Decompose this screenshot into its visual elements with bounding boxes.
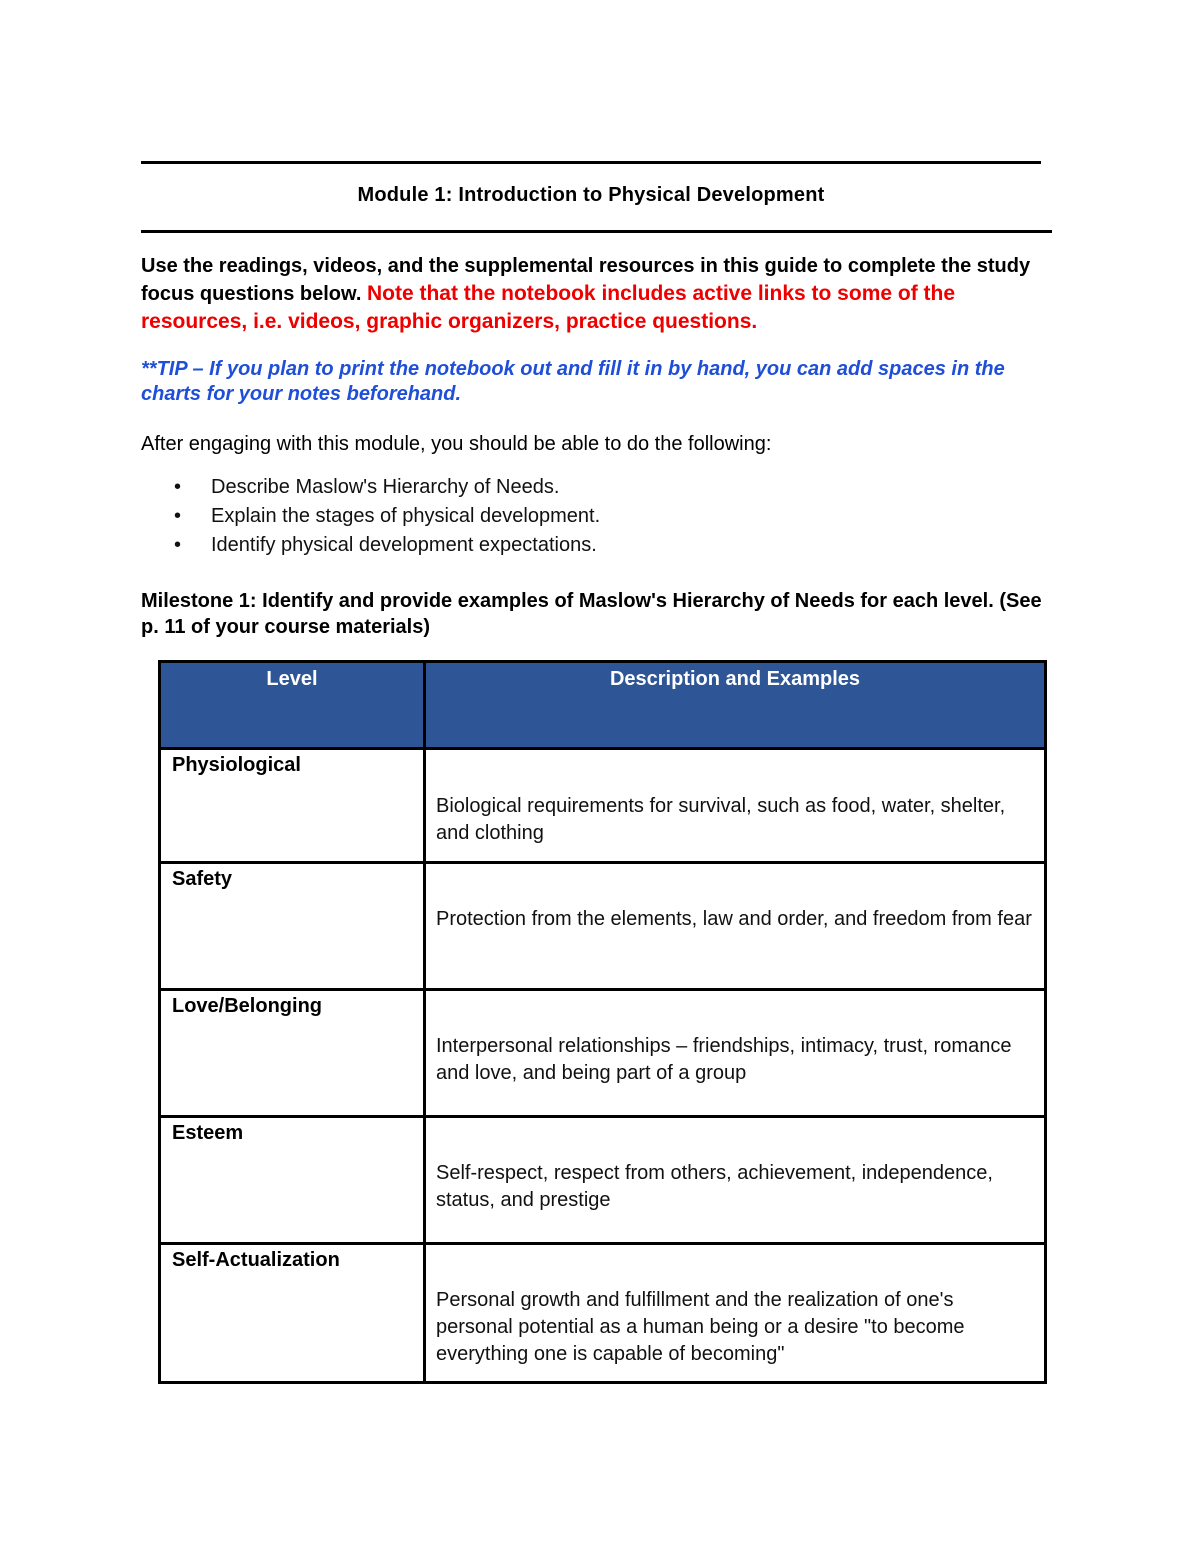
- list-item: [141, 473, 600, 502]
- bullet-icon: •: [174, 505, 182, 527]
- maslow-table: [158, 660, 1047, 1384]
- description-text: Self-respect, respect from others, achievement, independence, status, and prestige: [436, 1162, 993, 1211]
- description-text: Biological requirements for survival, such as food, water, shelter, and clothing: [436, 795, 1006, 844]
- objective-text: Identify physical development expectations.: [211, 534, 597, 556]
- objectives-lead: After engaging with this module, you should be able to do the following:: [141, 433, 772, 455]
- description-cell: [425, 1117, 1046, 1244]
- table-row: [160, 1117, 1046, 1244]
- description-text: Interpersonal relationships – friendships, intimacy, trust, romance and love, and being part of a group: [436, 1035, 1012, 1084]
- list-item: [141, 502, 600, 531]
- description-cell: [425, 749, 1046, 863]
- description-text: Personal growth and fulfillment and the realization of one's personal potential as a human being or a desire "to become everything one is capable of becoming": [436, 1289, 965, 1365]
- level-cell: Safety: [160, 863, 425, 990]
- bullet-icon: •: [174, 534, 182, 556]
- top-divider: [141, 161, 1041, 164]
- level-cell: Esteem: [160, 1117, 425, 1244]
- level-cell: Self-Actualization: [160, 1244, 425, 1383]
- table-row: [160, 1244, 1046, 1383]
- objective-text: Explain the stages of physical development.: [211, 505, 601, 527]
- description-cell: [425, 1244, 1046, 1383]
- list-item: [141, 531, 600, 560]
- bottom-divider: [141, 230, 1052, 233]
- description-cell: [425, 863, 1046, 990]
- intro-note: Note that the notebook includes active links to some of the resources, i.e. videos, graphic organizers, practice questions.: [141, 282, 956, 333]
- description-cell: [425, 990, 1046, 1117]
- level-cell: Love/Belonging: [160, 990, 425, 1117]
- objectives-list: [141, 473, 600, 560]
- objective-text: Describe Maslow's Hierarchy of Needs.: [211, 476, 560, 498]
- table-row: [160, 749, 1046, 863]
- bullet-icon: •: [174, 476, 182, 498]
- module-title: Module 1: Introduction to Physical Development: [357, 184, 825, 206]
- milestone-heading: Milestone 1: Identify and provide examples of Maslow's Hierarchy of Needs for each level. (See p. 11 of your course materials): [141, 590, 1042, 638]
- level-cell: Physiological: [160, 749, 425, 863]
- intro-instruction: Use the readings, videos, and the supplemental resources in this guide to complete the study focus questions below.: [141, 255, 1031, 305]
- tip-paragraph: **TIP – If you plan to print the notebook out and fill it in by hand, you can add spaces in the charts for your notes beforehand.: [141, 358, 1005, 405]
- table-row: [160, 863, 1046, 990]
- table-header-row: [160, 662, 1046, 749]
- column-header-description: Description and Examples: [425, 662, 1046, 749]
- table-row: [160, 990, 1046, 1117]
- intro-paragraph: [141, 253, 1051, 336]
- column-header-level: Level: [160, 662, 425, 749]
- description-text: Protection from the elements, law and order, and freedom from fear: [436, 908, 1032, 930]
